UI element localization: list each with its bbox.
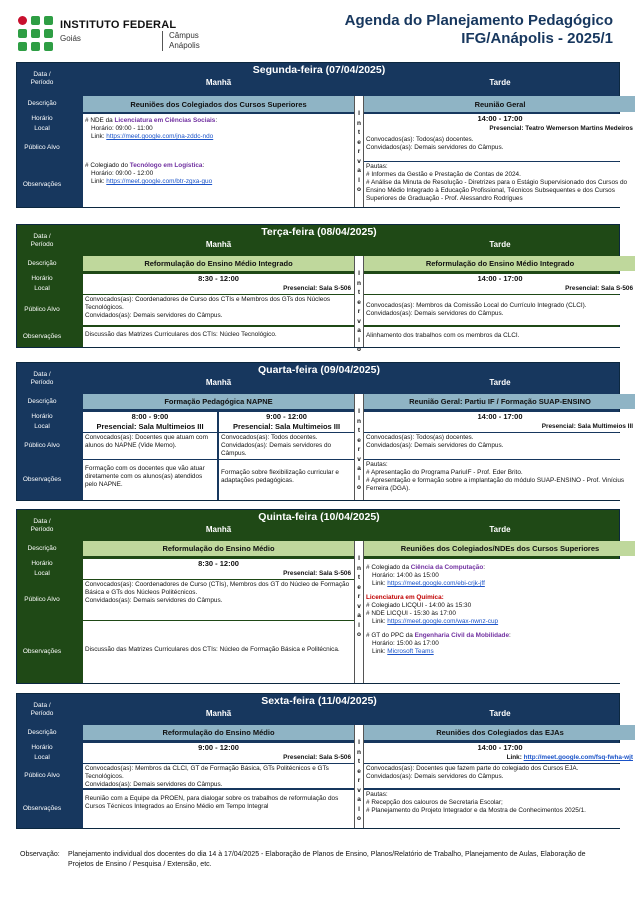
intervalo-letter: a [357,465,361,472]
morning-activity: Reformulação do Ensino Médio [83,541,354,556]
descricao-label: Descrição [27,544,57,552]
observacoes-label: Observações [22,476,62,483]
local-label: Local [34,753,50,761]
data-periodo-label: Data / Período [30,371,54,386]
morning-local: Presencial: Sala S-506 [83,569,354,579]
intervalo-letter: a [357,167,361,174]
intervalo-letter: v [357,602,361,610]
day-title: Segunda-feira (07/04/2025) [252,64,386,76]
morning-time: 8:30 - 12:00 [83,559,354,569]
afternoon-time: 14:00 - 17:00 [364,114,635,124]
publico-alvo-label: Público Alvo [24,596,60,603]
horario-label: Horário [31,413,53,420]
meeting-link[interactable]: https://meet.google.com/btr-zgxa-guo [106,178,213,185]
afternoon-observations: Pautas: # Apresentação do Programa PariuIF - Prof. Eder Brito. # Apresentação e formação sobre a implantação do módulo SUAP-ENSINO - Prof. Vinícius Ferreira (DGA). [364,460,635,500]
afternoon-audience: Convocados(as): Todos(as) docentes. Convidados(as): Demais servidores do Câmpus. [364,433,635,459]
intervalo-letter: r [357,148,361,155]
meeting-link[interactable]: https://meet.google.com/wax-nwnz-cup [387,618,499,625]
intervalo-letter: I [358,408,360,415]
morning-activity: Reformulação do Ensino Médio [83,725,354,740]
intervalo-letter: r [357,593,361,600]
morning-activity: Reformulação do Ensino Médio Integrado [83,256,354,271]
afternoon-activity: Reuniões dos Colegiados/NDEs dos Cursos Superiores [364,541,635,556]
day-section [16,509,620,684]
afternoon-time: 14:00 - 17:00 [364,274,635,284]
publico-alvo-label: Público Alvo [24,306,60,313]
morning-audience: Convocados(as): Coordenadores de Curso dos CTIs e Membros dos GTs dos Núcleos Tecnológicos. Convidados(as): Demais servidores do Câmpus. [83,295,354,325]
page-title: Agenda do Planejamento Pedagógico IFG/Anápolis - 2025/1 [344,12,613,47]
intervalo-letter: e [357,138,361,146]
afternoon-observations: Pautas: # Recepção dos calouros de Secretaria Escolar; # Planejamento do Projeto Integrador e da Mostra de Conhecimentos 2025/1. [364,790,635,828]
publico-alvo-label: Público Alvo [24,442,60,449]
intervalo-letter: v [357,786,361,794]
morning-local-a: Presencial: Sala Multimeios III [83,422,217,432]
morning-local-b: Presencial: Sala Multimeios III [219,422,354,432]
intervalo-letter: v [357,455,361,463]
morning-audience: Convocados(as): Coordenadores de Curso (CTIs), Membros dos GT do Núcleo de Formação Básica e GTs dos Núcleos Politécnicos. Convidados(as): Demais servidores do Câmpus. [83,580,354,620]
intervalo-letter: e [357,298,361,306]
morning-meetings: # NDE da Licenciatura em Ciências Sociais: Horário: 09:00 - 11:00 Link: https://meet.google.com/jna-zddc-ndo # Colegiado do Tecnólogo em Logística: Horário: 09:00 - 12:00 Link: https://meet.google.com/btr-zgxa-guo [83,114,354,207]
institution-state: Goiás [60,34,81,43]
intervalo-letter: v [357,317,361,325]
afternoon-activity: Reunião Geral [364,96,635,112]
descricao-label: Descrição [27,100,57,107]
day-title: Terça-feira (08/04/2025) [261,226,377,238]
morning-time: 9:00 - 12:00 [83,743,354,753]
local-label: Local [34,569,50,577]
morning-local: Presencial: Sala S-506 [83,753,354,763]
intervalo-letter: t [357,427,361,434]
descricao-label: Descrição [27,397,57,405]
meeting-link[interactable]: Microsoft Teams [387,648,434,655]
morning-time-b: 9:00 - 12:00 [219,412,354,422]
intervalo-letter: o [357,346,361,353]
intervalo-letter: o [357,631,361,638]
afternoon-activity: Reuniões dos Colegiados das EJAs [364,725,635,740]
observacoes-label: Observações [22,180,62,188]
if-logo-icon [18,16,54,52]
local-label: Local [34,125,50,132]
morning-audience-a: Convocados(as): Docentes que atuam com alunos do NAPNE (Vide Memo). [83,433,217,459]
intervalo-letter: n [357,748,361,756]
intervalo-letter: n [357,417,361,425]
morning-local: Presencial: Sala S-506 [83,284,354,294]
campus-name: Câmpus Anápolis [169,31,200,50]
day-title: Quinta-feira (10/04/2025) [258,511,380,523]
afternoon-local: Presencial: Teatro Wemerson Martins Medeiros [364,124,635,135]
intervalo-letter: e [357,436,361,444]
observacoes-label: Observações [22,648,62,655]
data-periodo-label: Data / Período [30,702,54,717]
day-section [16,224,633,353]
afternoon-time: 14:00 - 17:00 [364,412,635,422]
local-label: Local [34,284,50,292]
day-section [16,693,633,829]
intervalo-letter: n [357,119,361,127]
intervalo-letter: l [358,805,360,813]
afternoon-link: Link: http://meet.google.com/fsq-fwha-wjt [364,753,635,763]
intervalo-letter: e [357,767,361,775]
manha-label: Manhã [205,709,232,718]
day-title: Sexta-feira (11/04/2025) [261,695,377,707]
tarde-label: Tarde [489,78,511,87]
meeting-link[interactable]: http://meet.google.com/fsq-fwha-wjt [523,754,633,761]
morning-time: 8:30 - 12:00 [83,274,354,284]
intervalo-letter: o [357,815,361,822]
intervalo-band [354,96,364,207]
intervalo-letter: l [358,621,360,629]
horario-label: Horário [31,560,53,567]
meeting-link[interactable]: https://meet.google.com/jna-zddc-ndo [106,133,214,140]
day-title: Quarta-feira (09/04/2025) [258,364,380,376]
publico-alvo-label: Público Alvo [24,144,60,151]
morning-activity: Formação Pedagógica NAPNE [83,394,354,409]
afternoon-activity: Reunião Geral: Partiu IF / Formação SUAP-ENSINO [364,394,635,409]
afternoon-local: Presencial: Sala S-506 [364,284,635,294]
manha-label: Manhã [205,378,232,387]
afternoon-audience: Convocados(as): Docentes que fazem parte do colegiado dos Cursos EJA. Convidados(as): Demais servidores do Câmpus. [364,764,635,788]
tarde-label: Tarde [489,240,511,249]
tarde-label: Tarde [489,709,511,718]
afternoon-observations: Pautas: # Informes da Gestão e Prestação de Contas de 2024. # Análise da Minuta de Resolução - Diretrizes para o Estágio Supervisionado dos Cursos do Ensino Médio Integrado à Educação Profissional, Técnicos Subsequentes e dos Cursos Superiores de Graduação - Prof. Alessandro Rodrigues [364,162,635,207]
morning-time-a: 8:00 - 9:00 [83,412,217,422]
descricao-label: Descrição [27,728,57,736]
footer-text: Planejamento individual dos docentes do dia 14 à 17/04/2025 - Elaboração de Planos de Ensino, Planos/Relatório de Trabalho, Planejamento de Aulas, Elaboração de Projetos de Ensino / Pesquisa / Extensão, etc. [68,851,586,868]
intervalo-letter: t [357,289,361,296]
intervalo-letter: I [358,555,360,562]
intervalo-letter: v [357,157,361,165]
morning-observations: Discussão das Matrizes Curriculares dos CTIs: Núcleo Tecnológico. [83,327,354,347]
morning-audience: Convocados(as): Membros da CLCI, GT de Formação Básica, GTs Politécnicos e GTs Tecnológicos. Convidados(as): Demais servidores do Câmpus. [83,764,354,788]
intervalo-letter: a [357,327,361,334]
intervalo-letter: l [358,176,360,184]
meeting-link[interactable]: https://meet.google.com/ebi-crjk-jff [387,580,485,587]
manha-label: Manhã [205,78,232,87]
page-header [16,10,619,60]
intervalo-band [354,256,364,353]
intervalo-letter: t [357,129,361,136]
institution-name: INSTITUTO FEDERAL [60,19,177,31]
intervalo-letter: l [358,474,360,482]
data-periodo-label: Data / Período [30,233,54,248]
afternoon-meetings: # Colegiado da Ciência da Computação: Horário: 14:00 às 15:00 Link: https://meet.google.com/ebi-crjk-jff Licenciatura em Química: # Colegiado LICQUI - 14:00 às 15:30 # NDE LICQUI - 15:30 às 17:00 Link: https://meet.google.com/wax-nwnz-cup # GT do PPC da Engenharia Civil da Mobilidade: Horário: 15:00 às 17:00 Link: Microsoft Teams [364,559,635,683]
afternoon-audience: Convocados(as): Membros da Comissão Local do Currículo Integrado (CLCI). Convidados(as): Demais servidores do Câmpus. [364,295,635,325]
horario-label: Horário [31,275,53,282]
manha-label: Manhã [205,525,232,534]
morning-activity: Reuniões dos Colegiados dos Cursos Superiores [83,96,354,112]
intervalo-letter: a [357,612,361,619]
intervalo-letter: r [357,446,361,453]
data-periodo-label: Data / Período [30,71,54,86]
intervalo-letter: e [357,583,361,591]
footer-label: Observação: [20,851,60,858]
day-section [16,362,633,501]
descricao-label: Descrição [27,259,57,267]
intervalo-letter: I [358,270,360,277]
morning-obs-a: Formação com os docentes que vão atuar diretamente com os alunos(as) atendidos pelo NAPNE. [83,460,217,500]
intervalo-letter: r [357,777,361,784]
horario-label: Horário [31,744,53,751]
morning-observations: Discussão das Matrizes Curriculares dos CTIs: Núcleo de Formação Básica e Politécnica. [83,621,354,683]
intervalo-letter: o [357,186,361,193]
intervalo-letter: t [357,758,361,765]
horario-label: Horário [31,115,53,122]
morning-audience-b: Convocados(as): Todos docentes. Convidados(as): Demais servidores do Câmpus. [219,433,354,459]
afternoon-audience: Convocados(as): Todos(as) docentes. Convidados(as): Demais servidores do Câmpus. [364,135,635,161]
intervalo-letter: I [358,739,360,746]
afternoon-time: 14:00 - 17:00 [364,743,635,753]
intervalo-band [354,725,364,828]
tarde-label: Tarde [489,378,511,387]
local-label: Local [34,422,50,430]
intervalo-letter: I [358,110,360,117]
intervalo-letter: n [357,279,361,287]
intervalo-letter: n [357,564,361,572]
observacoes-label: Observações [22,805,62,812]
afternoon-observations: Alinhamento dos trabalhos com os membros da CLCI. [364,327,635,347]
intervalo-band [354,394,364,500]
intervalo-band [354,541,364,683]
observacoes-label: Observações [22,333,62,340]
intervalo-letter: a [357,796,361,803]
morning-observations: Reunião com a Equipe da PROEN, para dialogar sobre os trabalhos de reformulação dos Cursos Técnicos Integrados ao Ensino Médio em Tempo Integral [83,790,354,828]
intervalo-letter: l [358,336,360,344]
manha-label: Manhã [205,240,232,249]
afternoon-local: Presencial: Sala Multimeios III [364,422,635,432]
morning-obs-b: Formação sobre flexibilização curricular e adaptações pedagógicas. [219,460,354,500]
publico-alvo-label: Público Alvo [24,772,60,779]
intervalo-letter: r [357,308,361,315]
afternoon-activity: Reformulação do Ensino Médio Integrado [364,256,635,271]
intervalo-letter: o [357,484,361,491]
tarde-label: Tarde [489,525,511,534]
data-periodo-label: Data / Período [30,518,54,533]
day-section [16,62,633,208]
intervalo-letter: t [357,574,361,581]
